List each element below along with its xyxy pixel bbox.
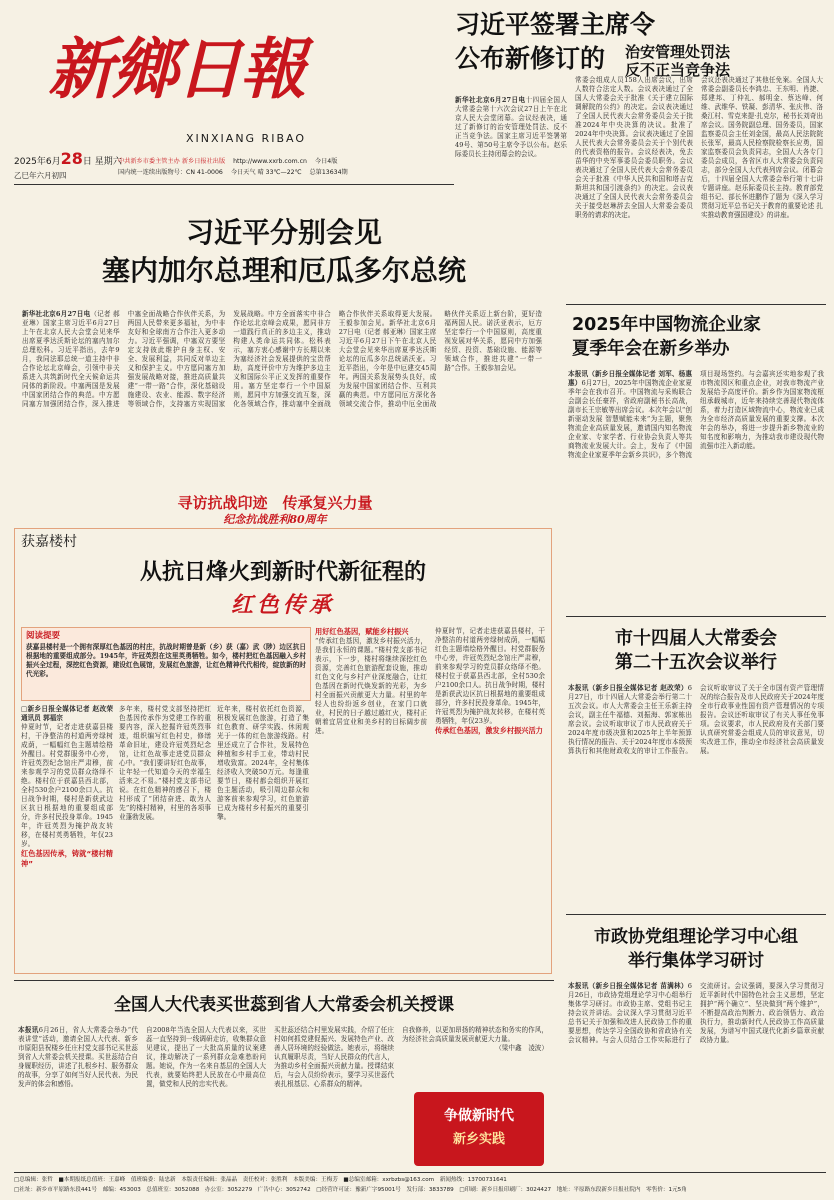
footer xyxy=(14,1175,826,1197)
npc-byline: 本报讯（新乡日报全媒体记者 赵改荣） xyxy=(568,684,688,692)
representatives-col2: 自2008年当选全国人大代表以来，买世蕊一直坚持到一线调研走访，收集群众意见建议，提出了一大批高质量的议案建议，推动解决了一系列群众急难愁盼问题。她说，作为一名来自基层的全国人大代表，就要始终把人民放在心中最高位置，做党和人民的忠实代表。 xyxy=(146,1026,266,1088)
site-url: http://www.xxrb.com.cn xyxy=(233,158,307,165)
meeting-story xyxy=(14,190,554,490)
meeting-dateline: 新华社北京6月27日电 xyxy=(22,310,91,318)
feature-section-1: 红色基因传承，铸就“楼村精神” xyxy=(21,849,113,868)
publisher-info xyxy=(118,156,498,178)
publisher-text: 中共新乡市委主管主办 新乡日报社出版 xyxy=(118,158,226,165)
cppcc-body xyxy=(568,982,824,1168)
feature-col3-text: 近年来，楼村依托红色资源，积极发展红色旅游，打造了集红色教育、研学实践、休闲观光于一体的红色旅游线路。村里还成立了合作社，发展特色种植和乡村手工业，带动村民增收致富。2024年，全村集体经济收入突破50万元。每逢重要节日，楼村都会组织开展红色主题活动，吸引周边群众和游客前来参观学习，红色旅游已成为楼村乡村振兴的重要引擎。 xyxy=(217,705,309,821)
representatives-col1-text: 6月26日，省人大常委会举办“代表讲堂”活动，邀请全国人大代表、新乡市原阳县祝楼乡任庄村党支部书记买世蕊到省人大常委会机关授课。买世蕊结合自身履职经历，讲述了扎根乡村、服务群众的故事，分享了如何当好人民代表、为民发声的体会和感悟。 xyxy=(18,1026,138,1088)
feature-col2: 多年来，楼村党支部坚持把红色基因传承作为党建工作的重要内容，深入挖掘许冠英烈事迹，组织编写红色村史，修缮革命旧址，建设许冠英烈纪念馆，让红色故事走进党员群众心中。“我们要讲好红色故事，让年轻一代知道今天的幸福生活来之不易。”楼村党支部书记说。在红色精神的感召下，楼村形成了“团结奋进、敢为人先”的楼村精神，村里的各项事业蓬勃发展。 xyxy=(119,705,211,821)
footer-line-2: □社址：新乡市平原路东段441号 邮编：453003 总值班室：3052088 办公室：3052279 广告中心：3052742 □经营许可证：豫新广字95001号 发行部：3833789 □印刷：新乡日报印刷厂：3024427 地址：平原路东段新乡日报社院内 零售价：1元5角 xyxy=(14,1187,687,1193)
weather: 今日天气 晴 33℃—22℃ xyxy=(230,169,302,176)
logistics-headline-2: 夏季年会在新乡举办 xyxy=(572,339,730,359)
cppcc-body-text: 6月26日，市政协党组理论学习中心组举行集体学习研讨。市政协主席、党组书记主持会议并讲话。会议深入学习贯彻习近平总书记关于加强和改进人民政协工作的重要思想，传达学习全国政协和省政协有关会议精神。与会人员结合工作实际进行了交流研讨。会议强调，要深入学习贯彻习近平新时代中国特色社会主义思想，坚定拥护“两个确立”、坚决做到“两个维护”，不断提高政治判断力、政治领悟力、政治执行力，推动新时代人民政协工作高质量发展，为谱写中国式现代化新乡篇章贡献政协力量。 xyxy=(568,982,824,1044)
representatives-story xyxy=(14,982,554,1172)
banner-slogan: 寻访抗战印迹 传承复兴力量 xyxy=(177,494,373,512)
feature-col5 xyxy=(435,627,545,969)
meeting-reporter: （记者 郝亚琳） xyxy=(22,310,120,327)
representatives-byline: 本报讯 xyxy=(18,1026,39,1034)
masthead-pinyin: XINXIANG RIBAO xyxy=(186,132,306,145)
npc-top-rule xyxy=(566,616,826,617)
cppcc-byline: 本报讯（新乡日报全媒体记者 苗满林） xyxy=(568,982,688,990)
representatives-col1 xyxy=(18,1026,138,1168)
npc-headline-1: 市十四届人大常委会 xyxy=(615,628,777,649)
cppcc-headline-2: 举行集体学习研讨 xyxy=(628,951,764,971)
logistics-story xyxy=(566,306,826,606)
feature-section-3: 传承红色基因，激发乡村振兴活力 xyxy=(435,726,543,735)
meeting-headline-1: 习近平分别会见 xyxy=(185,216,382,249)
practice-badge xyxy=(414,1092,544,1166)
reading-label: 阅读提要 xyxy=(26,631,61,641)
cppcc-story xyxy=(566,916,826,1170)
reading-text: 获嘉县楼村是一个拥有深厚红色基因的村庄，抗战时期曾是新（乡）获（嘉）武（陟）边区抗日根据地的重要组成部分。1945年，许冠英烈在这里英勇牺牲。如今，楼村把红色基因融入乡村振兴全过程，深挖红色资源，建设红色展馆，发展红色旅游，让红色精神代代相传，绽放新的时代光彩。 xyxy=(26,643,306,678)
footer-rule xyxy=(14,1172,826,1173)
top-headline-1: 习近平签署主席令 xyxy=(455,10,656,39)
top-dateline: 新华社北京6月27日电 xyxy=(455,96,526,104)
logistics-body-text: 6月27日，2025年中国物流企业家夏季年会在我市召开。中国物流与采购联合会副会长任豪祥，省政府副秘书长高战，副市长王宗敏等出席会议。本次年会以“创新驱动发展 智慧赋能未来”为主题，聚焦物流企业高质量发展，邀请国内知名物流企业家、专家学者、行业协会负责人等共商物流业发展大计。会上，发布了《中国物流企业家夏季年会新乡共识》，多个物流项目现场签约。与会嘉宾还实地参观了我市物流园区和重点企业，对我市物流产业发展给予高度评价。新乡作为国家物流枢纽承载城市，近年来持续完善现代物流体系，着力打造区域物流中心，物流业已成为全市经济高质量发展的重要支撑。本次年会的举办，将进一步提升新乡物流业的知名度和影响力，为推动我市建设现代物流强市注入新动能。 xyxy=(568,370,824,459)
logistics-top-rule xyxy=(566,304,826,305)
masthead xyxy=(14,8,448,180)
banner-subtitle: 纪念抗战胜利80周年 xyxy=(223,513,327,526)
top-subhead-1: 治安管理处罚法 xyxy=(625,43,731,61)
feature-col1 xyxy=(21,705,120,969)
newspaper-logo: 新鄉日報 xyxy=(48,30,304,108)
npc-body xyxy=(568,684,824,906)
issue-date-prefix: 2025年6月 xyxy=(14,157,61,167)
logistics-byline: 本报讯（新乡日报全媒体记者 刘军、杨惠惠） xyxy=(568,370,692,387)
reading-box xyxy=(21,627,311,701)
representatives-col4-text: 自我修养，以更加昂扬的精神状态和务实的作风，为经济社会高质量发展贡献更大力量。 xyxy=(402,1026,548,1043)
top-story-col2: 常委会组成人员158人出席会议，出席人数符合法定人数。会议表决通过了全国人大常委会关于批准《关于建立国际调解院的公约》的决定。会议表决通过了全国人民代表大会常务委员会关于批准2024年中央决算的决议。批准了2024年中央决算。会议表决通过了全国人民代表大会常务委员会关于个别代表的代表资格的报告。会议经表决，免去苗华的中央军事委员会委员职务。会议表决通过了全国人民代表大会常务委员会关于批准《中华人民共和国和塔吉克斯坦共和国引渡条约》的决定。会议表决通过了全国人民代表大会常务委员会关于接受赵琳辞去全国人大常委会委员职务的请求的决定。 xyxy=(575,76,693,219)
meeting-story-body xyxy=(22,310,542,488)
issue-date xyxy=(14,149,122,168)
top-story-col3: 会议还表决通过了其他任免案。全国人大常委会副委员长李鸿忠、王东明、肖捷、郑建邦、丁仲礼、郝明金、蔡达峰、何维、武维华、铁凝、彭清华、张庆伟、洛桑江村、雪克来提·扎克尔，秘书长刘奇出席会议。国务院副总理、国务委员，国家监察委员会主任刘金国，最高人民法院院长张军，最高人民检察院检察长应勇，国家监察委员会负责同志，全国人大各专门委员会成员，各省区市人大常委会负责同志，部分全国人大代表列席会议。闭幕会后，十四届全国人大常委会举行第十七讲专题讲座。赵乐际委员长主持。教育部党组书记、部长怀进鹏作了题为《深入学习贯彻习近平总书记关于教育的重要论述 扎实推动教育强国建设》的讲座。 xyxy=(701,76,823,219)
feature-col3 xyxy=(217,705,309,969)
npc-body-text: 6月27日，市十四届人大常委会举行第二十五次会议。市人大常委会主任王乐新主持会议，副主任牛福德、刘振海、郭家栋出席会议。会议听取审议了市人民政府关于2024年度市级决算和2025年上半年预算执行情况的报告、关于2024年度市本级预算执行和其他财政收支的审计工作报告。会议听取审议了关于全市国有资产管理情况的综合报告及市人民政府关于2024年度全市行政事业性国有资产管理情况的专项报告。会议还听取审议了有关人事任免事项。会议要求，市人民政府及有关部门要认真研究常委会组成人员的审议意见，切实改进工作，推动全市经济社会高质量发展。 xyxy=(568,684,824,755)
feature-box xyxy=(14,528,552,974)
feature-col1-text: 仲夏时节，记者走进获嘉县楼村，干净整洁的村道两旁绿树成荫，一幅幅红色主题墙绘格外醒目。村党群服务中心旁，许冠英烈纪念馆庄严肃穆，前来参观学习的党员群众络绎不绝。楼村位于获嘉县西北部，全村530余户2100余口人。抗日战争时期，楼村是新获武边区抗日根据地的重要组成部分，许多村民投身革命。1945年，许冠英烈为掩护战友转移，在楼村英勇牺牲，年仅23岁。 xyxy=(21,723,113,848)
issue-date-day: 28 xyxy=(60,149,83,168)
issue-date-suffix: 日 星期六 xyxy=(82,157,122,167)
meeting-body-text: 国家主席习近平6月27日上午在北京人民大会堂会见来华出席夏季达沃斯论坛的塞内加尔总理松科。习近平指出，去年9月，我同法耶总统一道主持中非合作论坛北京峰会，引领中非关系进入共筑新时代全天候命运共同体的新阶段。中塞两国是发展中国家团结合作的典范。中方愿同塞方加强团结合作，深入推进中塞全面战略合作伙伴关系，为两国人民带来更多福祉，为中非友好和全球南方合作注入更多动力。习近平强调，中塞双方要坚定支持彼此维护自身主权、安全、发展利益，共同反对单边主义和保护主义。中方愿同塞方加强发展战略对接，推进高质量共建“一带一路”合作，深化基础设施建设、农业、能源、数字经济等领域合作，支持塞方实现国家发展战略。中方全面落实中非合作论坛北京峰会成果，愿同非方一道践行真正的多边主义，推动构建人类命运共同体。松科表示，塞方衷心感谢中方长期以来为塞经济社会发展提供的宝贵帮助，高度评价中方为维护多边主义和国际公平正义发挥的重要作用。塞方坚定奉行一个中国原则，愿同中方加强交流互鉴，深化各领域合作，推动塞中全面战略合作伙伴关系取得更大发展。王毅参加会见。新华社北京6月27日电（记者 郝亚琳）国家主席习近平6月27日下午在北京人民大会堂会见来华出席夏季达沃斯论坛的厄瓜多尔总统诺沃亚。习近平指出，今年是中厄建交45周年。两国关系发展势头良好，成为发展中国家团结合作、互利共赢的典范。中方愿同厄方深化各领域交流合作，推动中厄全面战略伙伴关系迈上新台阶，更好造福两国人民。诺沃亚表示，厄方坚定奉行一个中国原则，高度重视发展对华关系，愿同中方加强经贸、投资、基础设施、能源等领域合作，推进共建“一带一路”合作。王毅参加会见。 xyxy=(22,310,542,408)
feature-col4 xyxy=(315,627,427,969)
cppcc-headline-1: 市政协党组理论学习中心组 xyxy=(594,927,798,947)
logistics-body xyxy=(568,370,824,604)
feature-col5-text: 仲夏时节，记者走进获嘉县楼村，干净整洁的村道两旁绿树成荫，一幅幅红色主题墙绘格外醒目。村党群服务中心旁，许冠英烈纪念馆庄严肃穆，前来参观学习的党员群众络绎不绝。楼村位于获嘉县西北部，全村530余户2100余口人。抗日战争时期，楼村是新获武边区抗日根据地的重要组成部分，许多村民投身革命。1945年，许冠英烈为掩护战友转移，在楼村英勇牺牲，年仅23岁。 xyxy=(435,627,545,725)
feature-section-2: 用好红色基因，赋能乡村振兴 xyxy=(315,627,409,636)
representatives-author: （梁中鑫 凌波） xyxy=(495,1044,548,1052)
lunar-date: 乙巳年六月初四 xyxy=(14,171,67,180)
feature-byline: □新乡日报全媒体记者 赵改荣 通讯员 郭福宗 xyxy=(21,705,120,722)
npc-story xyxy=(566,618,826,908)
badge-line-2: 新乡实践 xyxy=(452,1132,505,1147)
representatives-headline: 全国人大代表买世蕊到省人大常委会机关授课 xyxy=(114,995,454,1015)
cppcc-top-rule xyxy=(566,914,826,915)
feature-headline: 从抗日烽火到新时代新征程的 xyxy=(139,560,426,585)
top-headline-2: 公布新修订的 xyxy=(455,44,606,73)
feature-tag: 获嘉楼村 xyxy=(21,534,77,550)
footer-line-1: □总编辑：张哲 ■本期报纸总值班：王嘉峰 值班编委：陆忠新 本版责任编辑：张晶晶 责任校对：张胜利 本版美编：王梅芳 ■总编室邮箱：xxrbzbs@163.com 新闻热线：13700731641 xyxy=(14,1177,507,1183)
representatives-top-rule xyxy=(14,980,554,981)
representatives-col4 xyxy=(402,1026,548,1086)
logistics-headline-1: 2025年中国物流企业家 xyxy=(572,315,761,335)
badge-line-1: 争做新时代 xyxy=(444,1108,514,1124)
top-subhead-2: 反不正当竞争法 xyxy=(625,61,731,79)
masthead-divider xyxy=(14,184,454,185)
feature-col4-text: “传承红色基因，激发乡村振兴活力，是我们永恒的课题。”楼村党支部书记表示，下一步，楼村将继续深挖红色资源，完善红色旅游配套设施，推动红色文化与乡村产业深度融合，让红色基因在新时代焕发新的光彩，为乡村全面振兴贡献更大力量。村里的年轻人也纷纷返乡创业，在家门口就业，村民的日子越过越红火，楼村正朝着宜居宜业和美乡村的目标阔步前进。 xyxy=(315,637,427,735)
page-count: 今日4版 xyxy=(314,158,338,165)
representatives-col3: 买世蕊还结合村里发展实践，介绍了任庄村如何抓党建促振兴、发展特色产业、改善人居环境的经验做法。她表示，将继续认真履职尽责，当好人民群众的代言人，为推动乡村全面振兴贡献力量。授课结束后，与会人员纷纷表示，要学习买世蕊代表扎根基层、心系群众的精神。 xyxy=(274,1026,394,1088)
issue-number: 总第13634期 xyxy=(309,169,348,176)
meeting-headline-2: 塞内加尔总理和厄瓜多尔总统 xyxy=(101,254,466,287)
npc-headline-2: 第二十五次会议举行 xyxy=(615,652,777,673)
cn-code: 国内统一连续出版物号：CN 41-0006 xyxy=(118,169,223,176)
top-story-col1 xyxy=(455,96,567,182)
top-col1-text: 十四届全国人大常委会第十六次会议27日上午在北京人民大会堂闭幕。会议经表决，通过了新修订的治安管理处罚法、反不正当竞争法。国家主席习近平签署第49号、第50号主席令予以公布。赵乐际委员长主持闭幕会的会议。 xyxy=(455,96,568,158)
feature-headline-red: 红色传承 xyxy=(230,592,335,618)
anniversary-banner xyxy=(130,494,420,530)
